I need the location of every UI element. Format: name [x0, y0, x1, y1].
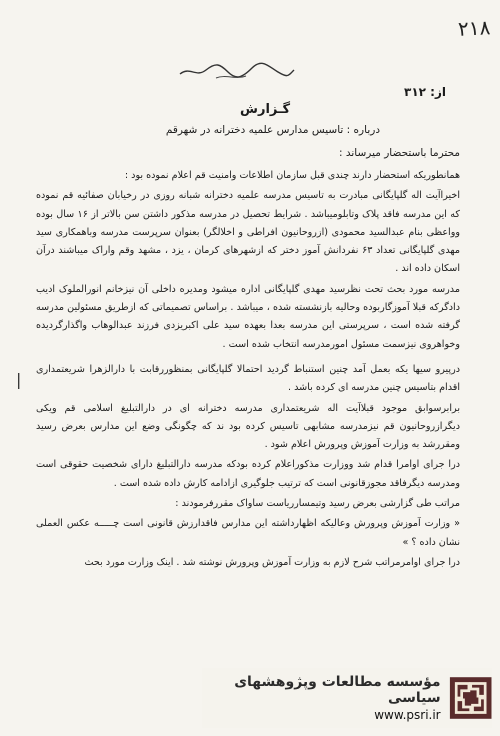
institute-name: مؤسسه مطالعات وپژوهشهای سیاسی	[234, 674, 441, 706]
body-paragraph: همانطوریکه استحضار دارند چندی قبل سازمان اطلاعات وامنیت قم اعلام نموده بود :	[124, 170, 460, 181]
salutation: محترما باستحضار میرساند :	[339, 147, 460, 159]
body-paragraph: مراتب طی گزارشی بعرض رسید وتیمساررياست ساواک مقررفرمودند :	[175, 498, 460, 510]
document-body	[36, 167, 460, 574]
institute-footer	[202, 668, 492, 728]
document-subject: درباره : تاسیس مدارس علمیه دخترانه در شهرقم	[165, 124, 380, 136]
body-paragraph: درا جرای اوامرا قدام شد ووزارت مذکوراعلام کرده بودکه مدرسه دارالتبلیغ دارای شخصیت حقوقی است ومدرسه دیگرفاقد مجوزقانونی است که ترتیب جلوگیری ازادامه کارش داده شده است .	[36, 459, 460, 489]
body-paragraph: درا جرای اوامرمراتب شرح لازم به وزارت آموزش وپرورش نوشته شد . اینک وزارت مورد بحث	[84, 556, 460, 568]
from-reference: از: ۳۱۲	[404, 85, 446, 99]
body-paragraph: اخیراآیت اله گلپایگانی مبادرت به تاسیس مدرسه علمیه دخترانه شبانه روزی در رخیابان صفائیه قم نموده که این مدرسه فاقد پلاک وتابلومیباشد . شرایط تحصیل در مدرسه مذکور داشتن سن بالاتر از ۱۶ سال بوده وواعظی بنام عبدالسید محمودی (ازروحانیون افراطی و اخلالگر) بعنوان سرپرست مدرسه وباهمکاری سید مهدی گلپایگانی تعداد ۶۳ نفردانش آموز دختر که ازشهرهای کرمان ، یزد ، مشهد وقم واراک میباشند درآن اسکان داده اند .	[36, 190, 460, 275]
handwritten-header-mark	[176, 60, 296, 82]
body-paragraph: برابرسوابق موجود قبلاآیت اله شریعتمداری مدرسه دخترانه ای در دارالتبلیغ اسلامی قم ویکی دیگرازروحانیون قم نیزمدرسه مشابهی تاسیس کرده بود ند که چگونگی وضع این مدارس بعرض رسید ومقررشد به وزارت آموزش وپرورش اعلام شود .	[36, 402, 460, 451]
body-paragraph: مدرسه مورد بحث تحت نظرسید مهدی گلپایگانی اداره میشود ومدیره داخلی آن نیزخانم انورالملوک ادیب دادگرکه قبلا آموزگاربوده وحالیه بازنشسته شده ، میباشد . براساس تصمیماتی که ازطریق مسئولین مدرسه گرفته شده است ، سرپرستی این مدرسه بعدا بعهده سید علی اکبریزدی فرزند عبدالوهاب واگذارگردیده وخواهروی نیزسمت مسئول امورمدرسه انتخاب شده است .	[36, 283, 460, 350]
handwritten-page-number: ۲۱۸	[457, 15, 491, 41]
institute-logo-icon	[449, 674, 492, 722]
body-paragraph: « وزارت آموزش وپرورش وعالیکه اظهارداشته این مدارس فاقدارزش قانونی است چـــــه عکس العملی نشان داده ؟ »	[36, 518, 460, 548]
document-title: گـزارش	[240, 102, 290, 117]
institute-url: www.psri.ir	[374, 708, 441, 722]
body-paragraph: درپیرو سیها یکه بعمل آمد چنین استنباط گردید احتمالا گلپایگانی بمنظوررقابت با دارالزهرا شریعتمداری اقدام بتاسیس چنین مدرسه ای کرده باشد .	[36, 363, 460, 394]
margin-mark: |	[16, 370, 22, 389]
